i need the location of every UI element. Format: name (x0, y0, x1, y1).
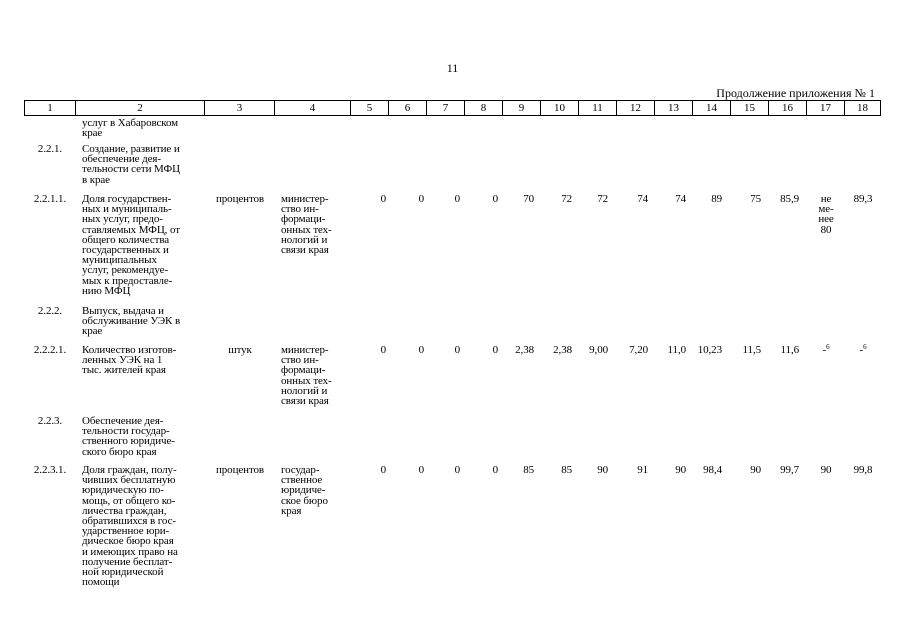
row-value-col-7: 0 (454, 193, 460, 205)
row-code: 2.2.1. (37, 143, 63, 155)
header-cell-10: 10 (541, 100, 579, 116)
page-number: 11 (446, 61, 459, 75)
row-value-col-11: 72 (597, 193, 608, 205)
row-indicator-name: Обеспечение дея- тельности государ- ственного юридиче- ского бюро края (82, 415, 175, 458)
row-value-col-6: 0 (418, 344, 424, 356)
row-value-col-8: 0 (492, 344, 498, 356)
row-unit: процентов (216, 193, 264, 205)
row-value-col-14: 10,23 (697, 344, 722, 356)
table-header-row (24, 100, 881, 116)
row-value-col-5: 0 (380, 193, 386, 205)
header-cell-16: 16 (769, 100, 807, 116)
row-unit: штук (228, 344, 252, 356)
row-code: 2.2.2. (37, 305, 63, 317)
row-value-col-14: 98,4 (703, 464, 722, 476)
header-cell-15: 15 (731, 100, 769, 116)
row-indicator-name: услуг в Хабаровском крае (82, 117, 179, 140)
row-value-col-12: 74 (637, 193, 648, 205)
row-value-col-16: 99,7 (780, 464, 799, 476)
row-value-col-18: 89,3 (853, 193, 873, 205)
row-value-col-7: 0 (454, 464, 460, 476)
row-value-col-9: 70 (523, 193, 534, 205)
continuation-label: Продолжение приложения № 1 (716, 86, 875, 100)
row-value-col-14: 89 (711, 193, 722, 205)
header-cell-1: 1 (24, 100, 76, 116)
row-value-col-15: 90 (750, 464, 761, 476)
footnote-marker: 6 (826, 343, 830, 351)
row-value-col-12: 7,20 (629, 344, 648, 356)
row-value-col-12: 91 (637, 464, 648, 476)
row-code: 2.2.3. (37, 415, 63, 427)
header-cell-3: 3 (205, 100, 275, 116)
header-cell-9: 9 (503, 100, 541, 116)
header-cell-17: 17 (807, 100, 845, 116)
row-value-col-16: 11,6 (780, 344, 799, 356)
row-value-col-17: не ме- нее 80 (818, 193, 834, 236)
row-value-col-18: -$^6$ (859, 343, 867, 356)
row-indicator-name: Доля государствен- ных и муниципаль- ных услуг, предо- ставляемых МФЦ, от общего количества государственных и муниципальных услуг, рекомендуе- мых к предоставле- нию МФЦ (82, 193, 180, 297)
row-value-col-11: 90 (597, 464, 608, 476)
row-indicator-name: Доля граждан, полу- чивших бесплатную юридическую по- мощь, от общего ко- личества граждан, обратившихся в гос- ударственное юри- дическое бюро края и имеющих право на получение бесплат- ной юридической помощи (82, 464, 178, 589)
row-value-col-16: 85,9 (780, 193, 799, 205)
header-cell-18: 18 (845, 100, 881, 116)
row-value-col-13: 11,0 (667, 344, 686, 356)
row-value-col-8: 0 (492, 193, 498, 205)
header-cell-6: 6 (389, 100, 427, 116)
row-value-col-7: 0 (454, 344, 460, 356)
header-cell-8: 8 (465, 100, 503, 116)
row-responsible: министер- ство ин- формаци- онных тех- нологий и связи края (281, 193, 332, 257)
row-code: 2.2.3.1. (33, 464, 67, 476)
row-responsible: министер- ство ин- формаци- онных тех- нологий и связи края (281, 344, 332, 408)
row-value-col-17: -$^6$ (822, 343, 830, 356)
row-value-col-10: 85 (561, 464, 572, 476)
row-value-col-6: 0 (418, 193, 424, 205)
header-cell-5: 5 (351, 100, 389, 116)
row-value-col-10: 2,38 (553, 344, 572, 356)
header-cell-7: 7 (427, 100, 465, 116)
row-value-col-5: 0 (380, 464, 386, 476)
footnote-marker: 6 (863, 343, 867, 351)
row-value-col-17: 90 (820, 464, 832, 476)
row-value-col-9: 85 (523, 464, 534, 476)
header-cell-12: 12 (617, 100, 655, 116)
row-value-col-18: 99,8 (853, 464, 873, 476)
row-indicator-name: Выпуск, выдача и обслуживание УЭК в крае (82, 305, 181, 338)
header-cell-14: 14 (693, 100, 731, 116)
row-value-col-5: 0 (380, 344, 386, 356)
row-value-col-13: 74 (675, 193, 686, 205)
row-code: 2.2.1.1. (33, 193, 67, 205)
row-indicator-name: Количество изготов- ленных УЭК на 1 тыс. жителей края (82, 344, 177, 377)
row-code: 2.2.2.1. (33, 344, 67, 356)
row-value-col-13: 90 (675, 464, 686, 476)
row-value-col-6: 0 (418, 464, 424, 476)
header-cell-13: 13 (655, 100, 693, 116)
row-value-col-15: 11,5 (742, 344, 761, 356)
row-value-col-11: 9,00 (589, 344, 608, 356)
header-cell-2: 2 (76, 100, 205, 116)
row-responsible: государ- ственное юридиче- ское бюро края (281, 464, 328, 517)
row-value-col-15: 75 (750, 193, 761, 205)
row-unit: процентов (216, 464, 264, 476)
header-cell-4: 4 (275, 100, 351, 116)
header-cell-11: 11 (579, 100, 617, 116)
row-value-col-8: 0 (492, 464, 498, 476)
row-value-col-9: 2,38 (515, 344, 534, 356)
row-indicator-name: Создание, развитие и обеспечение дея- тельности сети МФЦ в крае (82, 143, 180, 186)
row-value-col-10: 72 (561, 193, 572, 205)
